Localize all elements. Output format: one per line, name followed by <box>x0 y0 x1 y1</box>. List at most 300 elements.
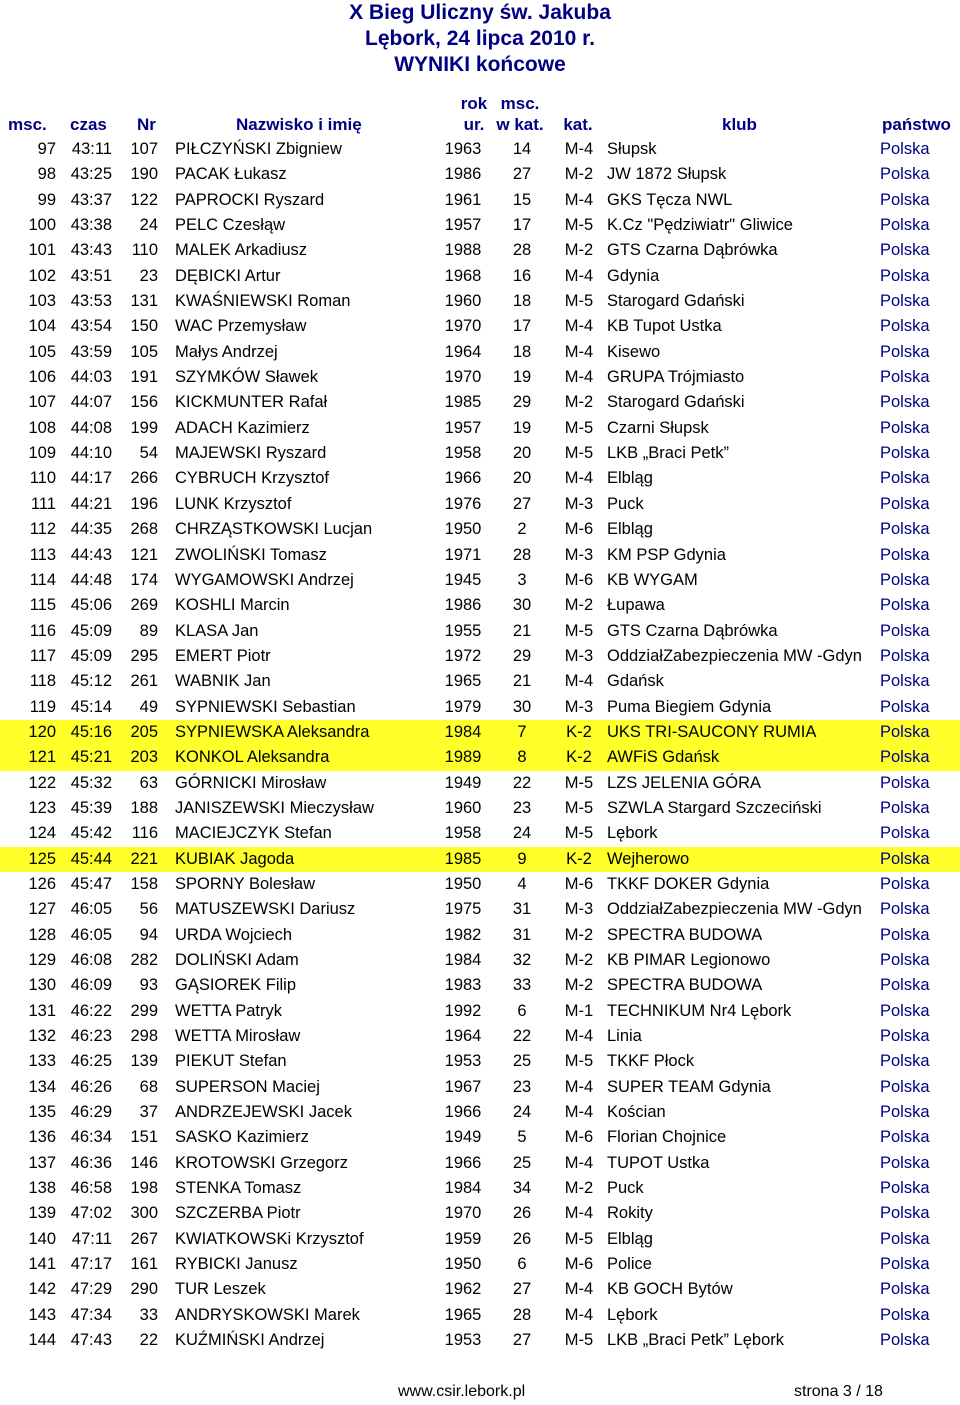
cell-birth-year: 1965 <box>444 672 482 691</box>
cell-country: Polska <box>880 1229 930 1248</box>
cell-birth-year: 1970 <box>444 368 482 387</box>
cell-time: 45:32 <box>70 773 112 792</box>
table-row <box>0 796 960 821</box>
cell-category: M-4 <box>564 1305 594 1324</box>
cell-club: LKB „Braci Petk” <box>607 444 729 463</box>
cell-name: KONKOL Aleksandra <box>175 748 330 767</box>
cell-club: Florian Chojnice <box>607 1128 727 1147</box>
cell-time: 45:09 <box>70 621 112 640</box>
cell-place: 108 <box>28 418 56 437</box>
cell-time: 46:23 <box>70 1027 112 1046</box>
cell-place: 119 <box>29 697 56 716</box>
cell-bib-number: 268 <box>130 520 158 539</box>
cell-time: 43:54 <box>70 317 112 336</box>
cell-name: LUNK Krzysztof <box>175 494 292 513</box>
cell-place: 103 <box>28 292 56 311</box>
table-row-highlighted <box>0 847 960 872</box>
cell-place-in-cat: 19 <box>512 418 532 437</box>
cell-time: 44:35 <box>70 520 112 539</box>
cell-club: Lębork <box>607 824 658 843</box>
cell-place-in-cat: 29 <box>512 393 532 412</box>
cell-bib-number: 199 <box>130 418 158 437</box>
cell-place: 115 <box>29 596 56 615</box>
cell-country: Polska <box>880 824 930 843</box>
cell-name: DĘBICKI Artur <box>175 266 281 285</box>
cell-club: TUPOT Ustka <box>607 1153 710 1172</box>
cell-time: 45:16 <box>70 722 112 741</box>
table-row <box>0 441 960 466</box>
cell-birth-year: 1957 <box>444 216 482 235</box>
cell-place-in-cat: 6 <box>517 1001 527 1020</box>
cell-category: M-4 <box>564 190 594 209</box>
cell-club: OddziałZabezpieczenia MW -Gdyn <box>607 900 862 919</box>
cell-club: K.Cz "Pędziwiatr" Gliwice <box>607 216 793 235</box>
cell-time: 47:11 <box>71 1229 112 1248</box>
cell-name: CYBRUCH Krzysztof <box>175 469 330 488</box>
cell-bib-number: 300 <box>130 1204 158 1223</box>
cell-place: 100 <box>28 216 56 235</box>
cell-birth-year: 1971 <box>444 545 482 564</box>
cell-time: 43:25 <box>70 165 112 184</box>
cell-birth-year: 1988 <box>444 241 482 260</box>
cell-category: M-2 <box>564 1179 594 1198</box>
col-czas: czas <box>70 115 107 134</box>
cell-country: Polska <box>880 976 930 995</box>
cell-country: Polska <box>880 1305 930 1324</box>
cell-category: K-2 <box>566 722 592 741</box>
cell-category: M-5 <box>564 1331 594 1350</box>
cell-bib-number: 22 <box>139 1331 158 1350</box>
cell-birth-year: 1959 <box>444 1229 482 1248</box>
cell-country: Polska <box>880 418 930 437</box>
cell-bib-number: 93 <box>139 976 158 995</box>
cell-category: M-2 <box>564 241 594 260</box>
table-row <box>0 1252 960 1277</box>
cell-country: Polska <box>880 1179 930 1198</box>
cell-country: Polska <box>880 266 930 285</box>
cell-time: 44:17 <box>70 469 112 488</box>
cell-place-in-cat: 15 <box>512 190 532 209</box>
cell-place: 139 <box>28 1204 56 1223</box>
cell-place: 113 <box>29 545 56 564</box>
cell-club: Puma Biegiem Gdynia <box>607 697 772 716</box>
cell-place: 109 <box>28 444 56 463</box>
cell-birth-year: 1970 <box>444 317 482 336</box>
cell-bib-number: 24 <box>139 216 158 235</box>
cell-place-in-cat: 20 <box>512 469 532 488</box>
cell-country: Polska <box>880 342 930 361</box>
cell-birth-year: 1966 <box>444 469 482 488</box>
cell-place: 101 <box>28 241 56 260</box>
cell-place-in-cat: 5 <box>517 1128 527 1147</box>
cell-birth-year: 1985 <box>444 849 482 868</box>
table-row <box>0 137 960 162</box>
cell-category: M-2 <box>564 596 594 615</box>
cell-category: M-4 <box>564 469 594 488</box>
cell-place-in-cat: 24 <box>512 1103 532 1122</box>
cell-country: Polska <box>880 773 930 792</box>
cell-place-in-cat: 18 <box>512 342 532 361</box>
cell-name: EMERT Piotr <box>175 646 271 665</box>
cell-category: M-4 <box>564 266 594 285</box>
table-row <box>0 644 960 669</box>
cell-category: M-5 <box>564 216 594 235</box>
cell-time: 44:48 <box>70 570 112 589</box>
cell-country: Polska <box>880 596 930 615</box>
cell-birth-year: 1967 <box>444 1077 482 1096</box>
cell-bib-number: 203 <box>130 748 158 767</box>
cell-club: SZWLA Stargard Szczeciński <box>607 798 822 817</box>
table-row <box>0 188 960 213</box>
cell-country: Polska <box>880 545 930 564</box>
cell-name: SASKO Kazimierz <box>175 1128 309 1147</box>
cell-name: KUBIAK Jagoda <box>175 849 295 868</box>
table-row <box>0 1277 960 1302</box>
cell-place-in-cat: 19 <box>512 368 532 387</box>
cell-category: M-4 <box>564 140 594 158</box>
cell-name: SUPERSON Maciej <box>175 1077 320 1096</box>
cell-category: M-4 <box>564 1077 594 1096</box>
cell-name: MAJEWSKI Ryszard <box>175 444 327 463</box>
cell-country: Polska <box>880 292 930 311</box>
table-row-highlighted <box>0 745 960 770</box>
cell-place-in-cat: 23 <box>512 1077 532 1096</box>
cell-name: PAPROCKI Ryszard <box>175 190 325 209</box>
cell-name: KROTOWSKI Grzegorz <box>175 1153 348 1172</box>
cell-bib-number: 105 <box>130 342 158 361</box>
cell-birth-year: 1950 <box>444 1255 482 1274</box>
cell-club: Kościan <box>607 1103 666 1122</box>
cell-place: 131 <box>28 1001 56 1020</box>
cell-name: MATUSZEWSKI Dariusz <box>175 900 356 919</box>
cell-category: M-5 <box>564 621 594 640</box>
table-row <box>0 1303 960 1328</box>
cell-name: KLASA Jan <box>175 621 259 640</box>
cell-birth-year: 1972 <box>444 646 482 665</box>
cell-place-in-cat: 9 <box>517 849 527 868</box>
cell-birth-year: 1949 <box>444 773 482 792</box>
table-row <box>0 517 960 542</box>
cell-bib-number: 290 <box>130 1280 158 1299</box>
cell-bib-number: 198 <box>130 1179 158 1198</box>
cell-place: 132 <box>28 1027 56 1046</box>
cell-place: 98 <box>37 165 56 184</box>
cell-bib-number: 68 <box>139 1077 158 1096</box>
cell-country: Polska <box>880 900 930 919</box>
cell-place: 142 <box>28 1280 56 1299</box>
col-klub: klub <box>722 115 757 134</box>
cell-club: JW 1872 Słupsk <box>607 165 727 184</box>
cell-bib-number: 151 <box>130 1128 158 1147</box>
cell-name: SYPNIEWSKI Sebastian <box>175 697 356 716</box>
cell-bib-number: 146 <box>130 1153 158 1172</box>
cell-bib-number: 205 <box>130 722 158 741</box>
cell-club: KB PIMAR Legionowo <box>607 951 771 969</box>
cell-country: Polska <box>880 469 930 488</box>
cell-name: KWIATKOWSKi Krzysztof <box>175 1229 364 1248</box>
cell-place-in-cat: 30 <box>512 697 532 716</box>
cell-club: Elbląg <box>607 469 653 488</box>
table-row <box>0 213 960 238</box>
table-row <box>0 973 960 998</box>
cell-category: M-1 <box>564 1001 594 1020</box>
cell-place: 110 <box>29 469 56 488</box>
footer-page-number: strona 3 / 18 <box>794 1383 883 1400</box>
cell-birth-year: 1986 <box>444 596 482 615</box>
cell-country: Polska <box>880 697 930 716</box>
cell-category: M-2 <box>564 393 594 412</box>
table-row <box>0 897 960 922</box>
cell-birth-year: 1961 <box>444 190 482 209</box>
cell-club: GTS Czarna Dąbrówka <box>607 241 778 260</box>
cell-country: Polska <box>880 1255 930 1274</box>
cell-birth-year: 1965 <box>444 1305 482 1324</box>
cell-time: 45:47 <box>70 874 112 893</box>
cell-country: Polska <box>880 925 930 944</box>
cell-club: Czarni Słupsk <box>607 418 709 437</box>
cell-name: KOSHLI Marcin <box>175 596 290 615</box>
cell-place: 140 <box>28 1229 56 1248</box>
cell-time: 45:14 <box>70 697 112 716</box>
cell-time: 45:06 <box>70 596 112 615</box>
cell-bib-number: 295 <box>130 646 158 665</box>
cell-time: 45:21 <box>70 748 112 767</box>
cell-place: 112 <box>29 520 56 539</box>
cell-name: MALEK Arkadiusz <box>175 241 308 260</box>
cell-club: Słupsk <box>607 140 657 158</box>
cell-bib-number: 131 <box>130 292 158 311</box>
cell-birth-year: 1989 <box>444 748 482 767</box>
cell-time: 46:05 <box>70 900 112 919</box>
cell-name: RYBICKI Janusz <box>175 1255 298 1274</box>
cell-place-in-cat: 33 <box>512 976 532 995</box>
cell-place-in-cat: 23 <box>512 798 532 817</box>
cell-club: Police <box>607 1255 652 1274</box>
cell-category: M-2 <box>564 165 594 184</box>
results-title: WYNIKI końcowe <box>394 53 566 76</box>
table-row <box>0 821 960 846</box>
cell-club: KB WYGAM <box>607 570 698 589</box>
cell-category: M-6 <box>564 874 594 893</box>
cell-birth-year: 1970 <box>444 1204 482 1223</box>
cell-name: KICKMUNTER Rafał <box>175 393 328 412</box>
cell-bib-number: 94 <box>139 925 158 944</box>
cell-club: TECHNIKUM Nr4 Lębork <box>607 1001 792 1020</box>
cell-place-in-cat: 3 <box>517 570 527 589</box>
cell-name: Małys Andrzej <box>175 342 278 361</box>
table-row <box>0 543 960 568</box>
cell-country: Polska <box>880 368 930 387</box>
cell-time: 43:37 <box>70 190 112 209</box>
cell-time: 44:43 <box>70 545 112 564</box>
col-name: Nazwisko i imię <box>236 115 362 134</box>
table-row <box>0 492 960 517</box>
cell-club: Wejherowo <box>607 849 690 868</box>
cell-category: M-3 <box>564 545 594 564</box>
table-row <box>0 923 960 948</box>
cell-place-in-cat: 22 <box>512 773 532 792</box>
table-row <box>0 1125 960 1150</box>
cell-country: Polska <box>880 951 930 969</box>
cell-name: GÓRNICKI Mirosław <box>175 773 327 792</box>
cell-name: WAC Przemysław <box>175 317 307 336</box>
cell-name: SPORNY Bolesław <box>175 874 316 893</box>
cell-bib-number: 156 <box>130 393 158 412</box>
cell-place: 107 <box>28 393 56 412</box>
cell-time: 45:09 <box>70 646 112 665</box>
cell-category: M-4 <box>564 1204 594 1223</box>
cell-category: K-2 <box>566 849 592 868</box>
cell-time: 43:53 <box>70 292 112 311</box>
cell-birth-year: 1966 <box>444 1153 482 1172</box>
cell-birth-year: 1985 <box>444 393 482 412</box>
cell-name: WETTA Mirosław <box>175 1027 301 1046</box>
event-title: X Bieg Uliczny św. Jakuba <box>349 1 611 24</box>
cell-club: KM PSP Gdynia <box>607 545 726 564</box>
table-row <box>0 872 960 897</box>
cell-place: 135 <box>28 1103 56 1122</box>
cell-time: 47:29 <box>70 1280 112 1299</box>
cell-bib-number: 267 <box>130 1229 158 1248</box>
cell-bib-number: 37 <box>139 1103 158 1122</box>
cell-country: Polska <box>880 672 930 691</box>
cell-club: SUPER TEAM Gdynia <box>607 1077 771 1096</box>
cell-time: 43:51 <box>70 266 112 285</box>
cell-club: AWFiS Gdańsk <box>607 748 720 767</box>
cell-bib-number: 298 <box>130 1027 158 1046</box>
cell-country: Polska <box>880 165 930 184</box>
cell-bib-number: 49 <box>139 697 158 716</box>
cell-place: 134 <box>28 1077 56 1096</box>
cell-place-in-cat: 26 <box>512 1229 532 1248</box>
table-row <box>0 1201 960 1226</box>
cell-birth-year: 1986 <box>444 165 482 184</box>
cell-bib-number: 116 <box>131 824 158 843</box>
table-row <box>0 314 960 339</box>
cell-country: Polska <box>880 494 930 513</box>
cell-category: M-2 <box>564 976 594 995</box>
cell-place-in-cat: 21 <box>512 672 532 691</box>
cell-country: Polska <box>880 722 930 741</box>
table-row <box>0 771 960 796</box>
table-row <box>0 238 960 263</box>
cell-place: 106 <box>28 368 56 387</box>
cell-place-in-cat: 20 <box>512 444 532 463</box>
cell-category: M-6 <box>564 1255 594 1274</box>
cell-club: UKS TRI-SAUCONY RUMIA <box>607 722 817 741</box>
cell-bib-number: 139 <box>130 1052 158 1071</box>
event-date-place: Lębork, 24 lipca 2010 r. <box>365 27 595 50</box>
cell-country: Polska <box>880 1153 930 1172</box>
cell-category: M-4 <box>564 1103 594 1122</box>
cell-bib-number: 161 <box>130 1255 158 1274</box>
cell-place: 127 <box>28 900 56 919</box>
cell-time: 45:12 <box>70 672 112 691</box>
table-row <box>0 695 960 720</box>
table-row <box>0 1024 960 1049</box>
cell-category: M-6 <box>564 520 594 539</box>
cell-country: Polska <box>880 393 930 412</box>
cell-place: 102 <box>28 266 56 285</box>
cell-country: Polska <box>880 140 930 158</box>
cell-country: Polska <box>880 798 930 817</box>
cell-name: ZWOLIŃSKI Tomasz <box>175 545 327 564</box>
cell-name: CHRZĄSTKOWSKI Lucjan <box>175 520 373 539</box>
cell-place-in-cat: 2 <box>517 520 527 539</box>
cell-country: Polska <box>880 1128 930 1147</box>
cell-country: Polska <box>880 444 930 463</box>
cell-country: Polska <box>880 216 930 235</box>
col-rok-top: rok <box>460 94 488 113</box>
cell-category: M-5 <box>564 292 594 311</box>
cell-name: SYPNIEWSKA Aleksandra <box>175 722 370 741</box>
cell-club: Linia <box>607 1027 642 1046</box>
cell-club: GRUPA Trójmiasto <box>607 368 745 387</box>
cell-time: 45:42 <box>70 824 112 843</box>
cell-time: 44:10 <box>70 444 112 463</box>
cell-club: Elbląg <box>607 1229 653 1248</box>
cell-place: 122 <box>28 773 56 792</box>
footer-url[interactable]: www.csir.lebork.pl <box>398 1383 526 1400</box>
cell-time: 47:43 <box>70 1331 112 1350</box>
cell-place-in-cat: 27 <box>512 165 532 184</box>
cell-place-in-cat: 22 <box>512 1027 532 1046</box>
table-row <box>0 466 960 491</box>
cell-place-in-cat: 17 <box>512 216 532 235</box>
cell-name: WETTA Patryk <box>175 1001 282 1020</box>
cell-category: M-4 <box>564 317 594 336</box>
cell-time: 44:21 <box>70 494 112 513</box>
cell-country: Polska <box>880 748 930 767</box>
cell-name: DOLIŃSKI Adam <box>175 951 299 969</box>
cell-time: 47:17 <box>70 1255 112 1274</box>
cell-time: 46:29 <box>70 1103 112 1122</box>
cell-place-in-cat: 14 <box>512 140 532 158</box>
col-msc: msc. <box>8 115 47 134</box>
cell-country: Polska <box>880 1077 930 1096</box>
cell-name: PIŁCZYŃSKI Zbigniew <box>175 140 342 158</box>
cell-place-in-cat: 18 <box>512 292 532 311</box>
cell-place-in-cat: 32 <box>512 951 532 969</box>
cell-bib-number: 261 <box>130 672 158 691</box>
cell-place-in-cat: 17 <box>512 317 532 336</box>
cell-club: KB GOCH Bytów <box>607 1280 733 1299</box>
cell-time: 46:25 <box>70 1052 112 1071</box>
cell-place-in-cat: 28 <box>512 241 532 260</box>
cell-place: 129 <box>28 951 56 969</box>
cell-name: PACAK Łukasz <box>175 165 287 184</box>
table-row <box>0 669 960 694</box>
cell-birth-year: 1992 <box>444 1001 482 1020</box>
cell-club: Starogard Gdański <box>607 292 745 311</box>
cell-place: 125 <box>28 849 56 868</box>
cell-place: 143 <box>28 1305 56 1324</box>
cell-bib-number: 299 <box>130 1001 158 1020</box>
table-row <box>0 390 960 415</box>
cell-name: URDA Wojciech <box>175 925 293 944</box>
cell-category: M-5 <box>564 444 594 463</box>
cell-club: LKB „Braci Petk” Lębork <box>607 1331 784 1350</box>
cell-country: Polska <box>880 520 930 539</box>
cell-bib-number: 89 <box>139 621 158 640</box>
cell-place: 118 <box>29 672 56 691</box>
cell-bib-number: 56 <box>139 900 158 919</box>
cell-bib-number: 121 <box>130 545 158 564</box>
cell-birth-year: 1975 <box>444 900 482 919</box>
cell-birth-year: 1953 <box>444 1052 482 1071</box>
cell-birth-year: 1945 <box>444 570 482 589</box>
cell-birth-year: 1976 <box>444 494 482 513</box>
